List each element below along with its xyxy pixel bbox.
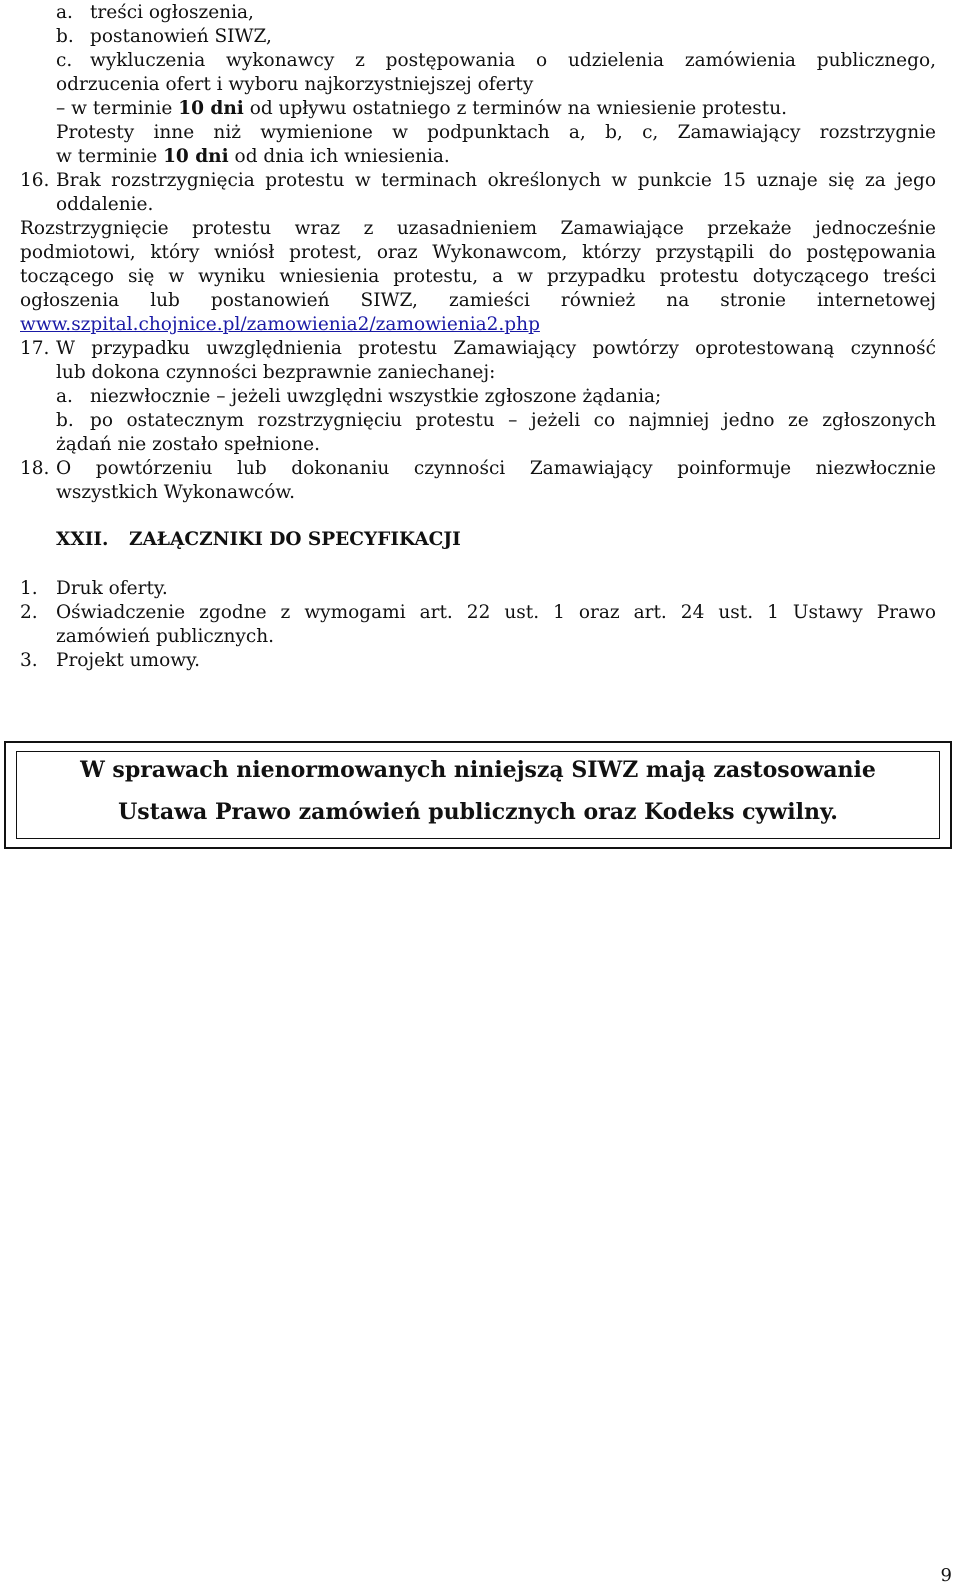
notice-line2: Ustawa Prawo zamówień publicznych oraz Kodeks cywilny. <box>118 799 838 825</box>
rozstrzygniecie-line1: Rozstrzygnięcie protestu wraz z uzasadnieniem Zamawiające przekaże jednocześnie <box>20 218 936 239</box>
attachment-1-text: Druk oferty. <box>56 578 168 599</box>
list-marker-a: a. <box>56 2 73 23</box>
item-18-line1: O powtórzeniu lub dokonaniu czynności Zamawiający poinformuje niezwłocznie <box>56 458 936 479</box>
attachment-1-marker: 1. <box>20 578 38 599</box>
item-17b-line1: po ostatecznym rozstrzygnięciu protestu – jeżeli co najmniej jedno ze zgłoszonych <box>90 410 936 431</box>
item-16-line1: Brak rozstrzygnięcia protestu w terminach określonych w punkcie 15 uznaje się za jego <box>56 170 936 191</box>
item-17b-line2: żądań nie zostało spełnione. <box>56 434 320 455</box>
item-17-line2: lub dokona czynności bezprawnie zaniechanej: <box>56 362 496 383</box>
item-17b-marker: b. <box>56 410 74 431</box>
notice-inner-frame <box>16 751 940 839</box>
section-title: ZAŁĄCZNIKI DO SPECYFIKACJI <box>129 529 461 550</box>
rozstrzygniecie-line4: ogłoszenia lub postanowień SIWZ, zamieści również na stronie internetowej <box>20 290 936 311</box>
list-marker-c: c. <box>56 50 73 71</box>
item-18-marker: 18. <box>20 458 50 479</box>
attachment-3-text: Projekt umowy. <box>56 650 200 671</box>
protesty-paragraph-line2: w terminie 10 dni od dnia ich wniesienia. <box>56 146 450 167</box>
item-17a-marker: a. <box>56 386 73 407</box>
page-number: 9 <box>940 1565 952 1586</box>
rozstrzygniecie-line2: podmiotowi, który wniósł protest, oraz Wykonawcom, którzy przystąpili do postępowania <box>20 242 936 263</box>
item-16-marker: 16. <box>20 170 50 191</box>
attachment-3-marker: 3. <box>20 650 38 671</box>
attachment-2-line1: Oświadczenie zgodne z wymogami art. 22 ust. 1 oraz art. 24 ust. 1 Ustawy Prawo <box>56 602 936 623</box>
hospital-procurement-link[interactable]: www.szpital.chojnice.pl/zamowienia2/zamowienia2.php <box>20 314 540 335</box>
notice-box <box>4 741 952 849</box>
item-17a-text: niezwłocznie – jeżeli uwzględni wszystkie zgłoszone żądania; <box>90 386 662 407</box>
deadline-10-days-2: 10 dni <box>163 146 229 167</box>
item-17-line1: W przypadku uwzględnienia protestu Zamawiający powtórzy oprotestowaną czynność <box>56 338 936 359</box>
list-item-c-line2: odrzucenia ofert i wyboru najkorzystniejszej oferty <box>56 74 534 95</box>
list-item-c-line1: wykluczenia wykonawcy z postępowania o udzielenia zamówienia publicznego, <box>90 50 936 71</box>
item-16-line2: oddalenie. <box>56 194 154 215</box>
protesty-paragraph-line1: Protesty inne niż wymienione w podpunktach a, b, c, Zamawiający rozstrzygnie <box>56 122 936 143</box>
item-18-line2: wszystkich Wykonawców. <box>56 482 295 503</box>
attachment-2-marker: 2. <box>20 602 38 623</box>
deadline-10-days: 10 dni <box>178 98 244 119</box>
list-item-a: treści ogłoszenia, <box>90 2 254 23</box>
section-number: XXII. <box>56 529 109 550</box>
attachment-2-line2: zamówień publicznych. <box>56 626 275 647</box>
list-item-b: postanowień SIWZ, <box>90 26 272 47</box>
list-marker-b: b. <box>56 26 74 47</box>
list-item-c-line3: – w terminie 10 dni od upływu ostatniego z terminów na wniesienie protestu. <box>56 98 788 119</box>
item-17-marker: 17. <box>20 338 50 359</box>
rozstrzygniecie-line3: toczącego się w wyniku wniesienia protestu, a w przypadku protestu dotyczącego treści <box>20 266 936 287</box>
notice-line1: W sprawach nienormowanych niniejszą SIWZ mają zastosowanie <box>80 757 876 783</box>
